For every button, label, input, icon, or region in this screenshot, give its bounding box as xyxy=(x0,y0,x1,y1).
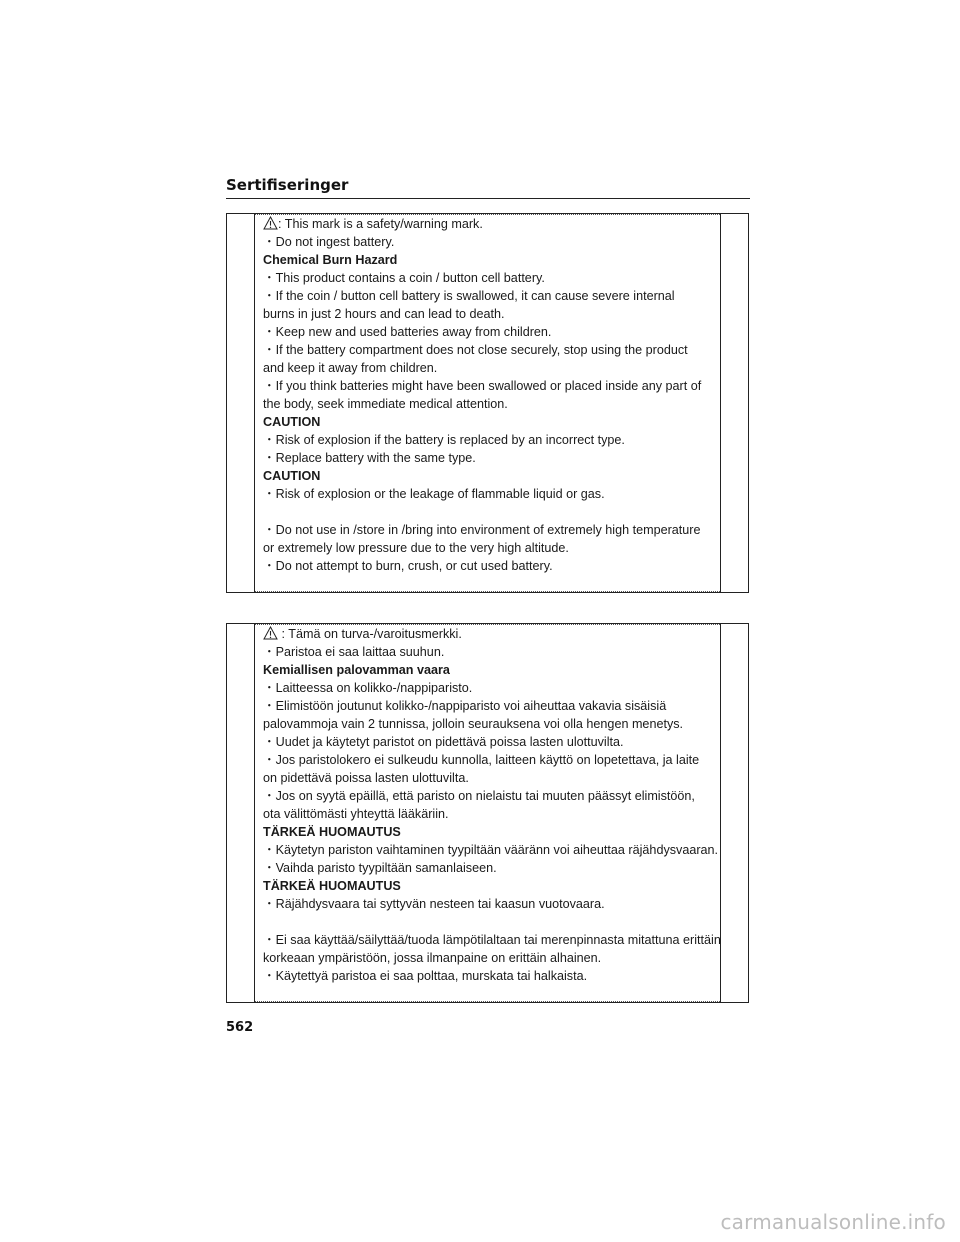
warning-mark-caption: : This mark is a safety/warning mark. xyxy=(278,217,483,231)
finnish-warning-inner-frame xyxy=(254,624,721,1002)
warning-text-line: ・Elimistöön joutunut kolikko-/nappiparisto voi aiheuttaa vakavia sisäisiä xyxy=(263,699,667,713)
warning-triangle-icon xyxy=(263,216,278,230)
warning-text-line: ・Risk of explosion if the battery is replaced by an incorrect type. xyxy=(263,433,625,447)
warning-text-line: ・Käytetyn pariston vaihtaminen tyypiltään vääränn voi aiheuttaa räjähdysvaaran. xyxy=(263,843,719,857)
blank-line xyxy=(263,913,718,931)
warning-heading: Chemical Burn Hazard xyxy=(263,253,398,267)
warning-text-line: ota välittömästi yhteyttä lääkäriin. xyxy=(263,807,449,821)
warning-text-line: burns in just 2 hours and can lead to death. xyxy=(263,307,505,321)
warning-text-line xyxy=(263,215,718,233)
section-divider xyxy=(226,198,750,199)
warning-text-line: ・Do not attempt to burn, crush, or cut used battery. xyxy=(263,559,553,573)
warning-heading: TÄRKEÄ HUOMAUTUS xyxy=(263,879,401,893)
warning-text-line: ・Vaihda paristo tyypiltään samanlaiseen. xyxy=(263,861,497,875)
finnish-warning-box xyxy=(226,623,749,1003)
warning-text-line: ・Ei saa käyttää/säilyttää/tuoda lämpötilaltaan tai merenpinnasta mitattuna erittäin xyxy=(263,933,721,947)
warning-text-line: palovammoja vain 2 tunnissa, jolloin seurauksena voi olla hengen menetys. xyxy=(263,717,684,731)
page-number: 562 xyxy=(226,1020,254,1035)
warning-text-line: ・Do not ingest battery. xyxy=(263,235,395,249)
warning-text-line: ・If the coin / button cell battery is swallowed, it can cause severe internal xyxy=(263,289,675,303)
finnish-warning-text xyxy=(263,624,721,985)
blank-line xyxy=(263,503,718,521)
warning-text-line: the body, seek immediate medical attention. xyxy=(263,397,508,411)
warning-text-line xyxy=(263,625,718,643)
warning-text-line: ・Laitteessa on kolikko-/nappiparisto. xyxy=(263,681,473,695)
warning-text-line: ・Risk of explosion or the leakage of flammable liquid or gas. xyxy=(263,487,605,501)
warning-text-line: ・Käytettyä paristoa ei saa polttaa, murskata tai halkaista. xyxy=(263,969,588,983)
warning-heading: CAUTION xyxy=(263,415,321,429)
warning-heading: CAUTION xyxy=(263,469,321,483)
english-warning-text xyxy=(263,214,718,575)
english-warning-box xyxy=(226,213,749,593)
english-warning-inner-frame xyxy=(254,214,721,592)
warning-text-line: ・Paristoa ei saa laittaa suuhun. xyxy=(263,645,445,659)
warning-text-line: ・If the battery compartment does not close securely, stop using the product xyxy=(263,343,688,357)
warning-text-line: ・Räjähdysvaara tai syttyvän nesteen tai kaasun vuotovaara. xyxy=(263,897,605,911)
warning-triangle-icon xyxy=(263,626,278,640)
warning-text-line: ・Uudet ja käytetyt paristot on pidettävä poissa lasten ulottuvilta. xyxy=(263,735,624,749)
warning-text-line: and keep it away from children. xyxy=(263,361,438,375)
warning-heading: TÄRKEÄ HUOMAUTUS xyxy=(263,825,401,839)
warning-heading: Kemiallisen palovamman vaara xyxy=(263,663,450,677)
section-title: Sertifiseringer xyxy=(226,176,349,194)
warning-text-line: ・If you think batteries might have been swallowed or placed inside any part of xyxy=(263,379,702,393)
warning-text-line: ・Keep new and used batteries away from children. xyxy=(263,325,552,339)
warning-text-line: ・Replace battery with the same type. xyxy=(263,451,476,465)
warning-mark-caption: : Tämä on turva-/varoitusmerkki. xyxy=(278,627,462,641)
warning-text-line: ・Jos paristolokero ei sulkeudu kunnolla, laitteen käyttö on lopetettava, ja laite xyxy=(263,753,700,767)
warning-text-line: ・Do not use in /store in /bring into environment of extremely high temperature xyxy=(263,523,701,537)
warning-text-line: ・Jos on syytä epäillä, että paristo on nielaistu tai muuten päässyt elimistöön, xyxy=(263,789,695,803)
watermark: carmanualsonline.info xyxy=(720,1210,946,1234)
warning-text-line: ・This product contains a coin / button cell battery. xyxy=(263,271,545,285)
warning-text-line: on pidettävä poissa lasten ulottuvilta. xyxy=(263,771,469,785)
warning-text-line: or extremely low pressure due to the very high altitude. xyxy=(263,541,569,555)
warning-text-line: korkeaan ympäristöön, jossa ilmanpaine on erittäin alhainen. xyxy=(263,951,602,965)
